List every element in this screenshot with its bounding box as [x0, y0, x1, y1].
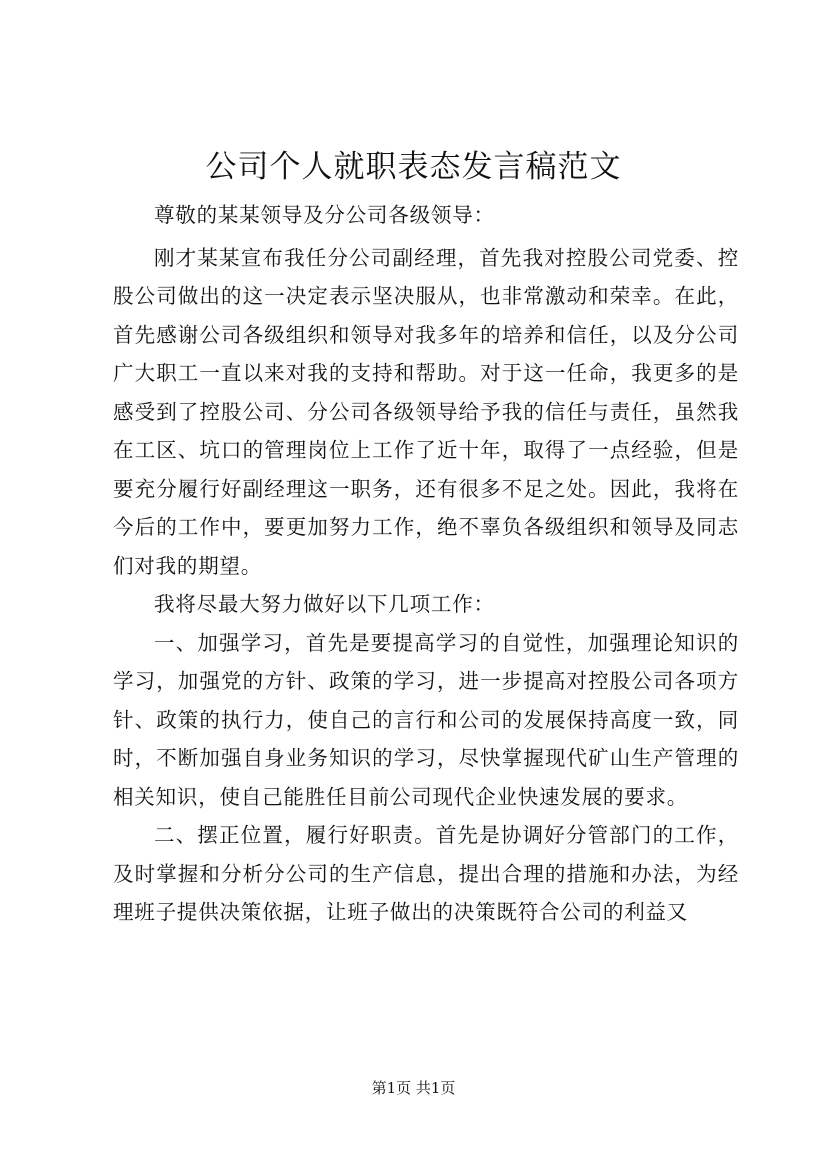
page-footer: 第1页 共1页 [371, 1079, 456, 1097]
salutation: 尊敬的某某领导及分公司各级领导： [154, 203, 495, 227]
paragraph-appointment: 刚才某某宣布我任分公司副经理，首先我对控股公司党委、控股公司做出的这一决定表示坚决服从，也非常激动和荣幸。在此，首先感谢公司各级组织和领导对我多年的培养和信任，以及分公司广大职工一直以来对我的支持和帮助。对于这一任命，我更多的是感受到了控股公司、分公司各级领导给予我的信任与责任，虽然我在工区、坑口的管理岗位上工作了近十年，取得了一点经验，但是要充分履行好副经理这一职务，还有很多不足之处。因此，我将在今后的工作中，要更加努力工作，绝不辜负各级组织和领导及同志们对我的期望。 [113, 245, 739, 578]
paragraph-study: 一、加强学习，首先是要提高学习的自觉性，加强理论知识的学习，加强党的方针、政策的学习，进一步提高对控股公司各项方针、政策的执行力，使自己的言行和公司的发展保持高度一致，同时，不断加强自身业务知识的学习，尽快掌握现代矿山生产管理的相关知识，使自己能胜任目前公司现代企业快速发展的要求。 [113, 630, 739, 809]
document-body [113, 196, 739, 932]
paragraph-work-intro: 我将尽最大努力做好以下几项工作： [154, 592, 495, 616]
document-title: 公司个人就职表态发言稿范文 [205, 149, 622, 185]
paragraph-position: 二、摆正位置，履行好职责。首先是协调好分管部门的工作，及时掌握和分析分公司的生产信息，提出合理的措施和办法，为经理班子提供决策依据，让班子做出的决策既符合公司的利益又 [113, 823, 739, 924]
